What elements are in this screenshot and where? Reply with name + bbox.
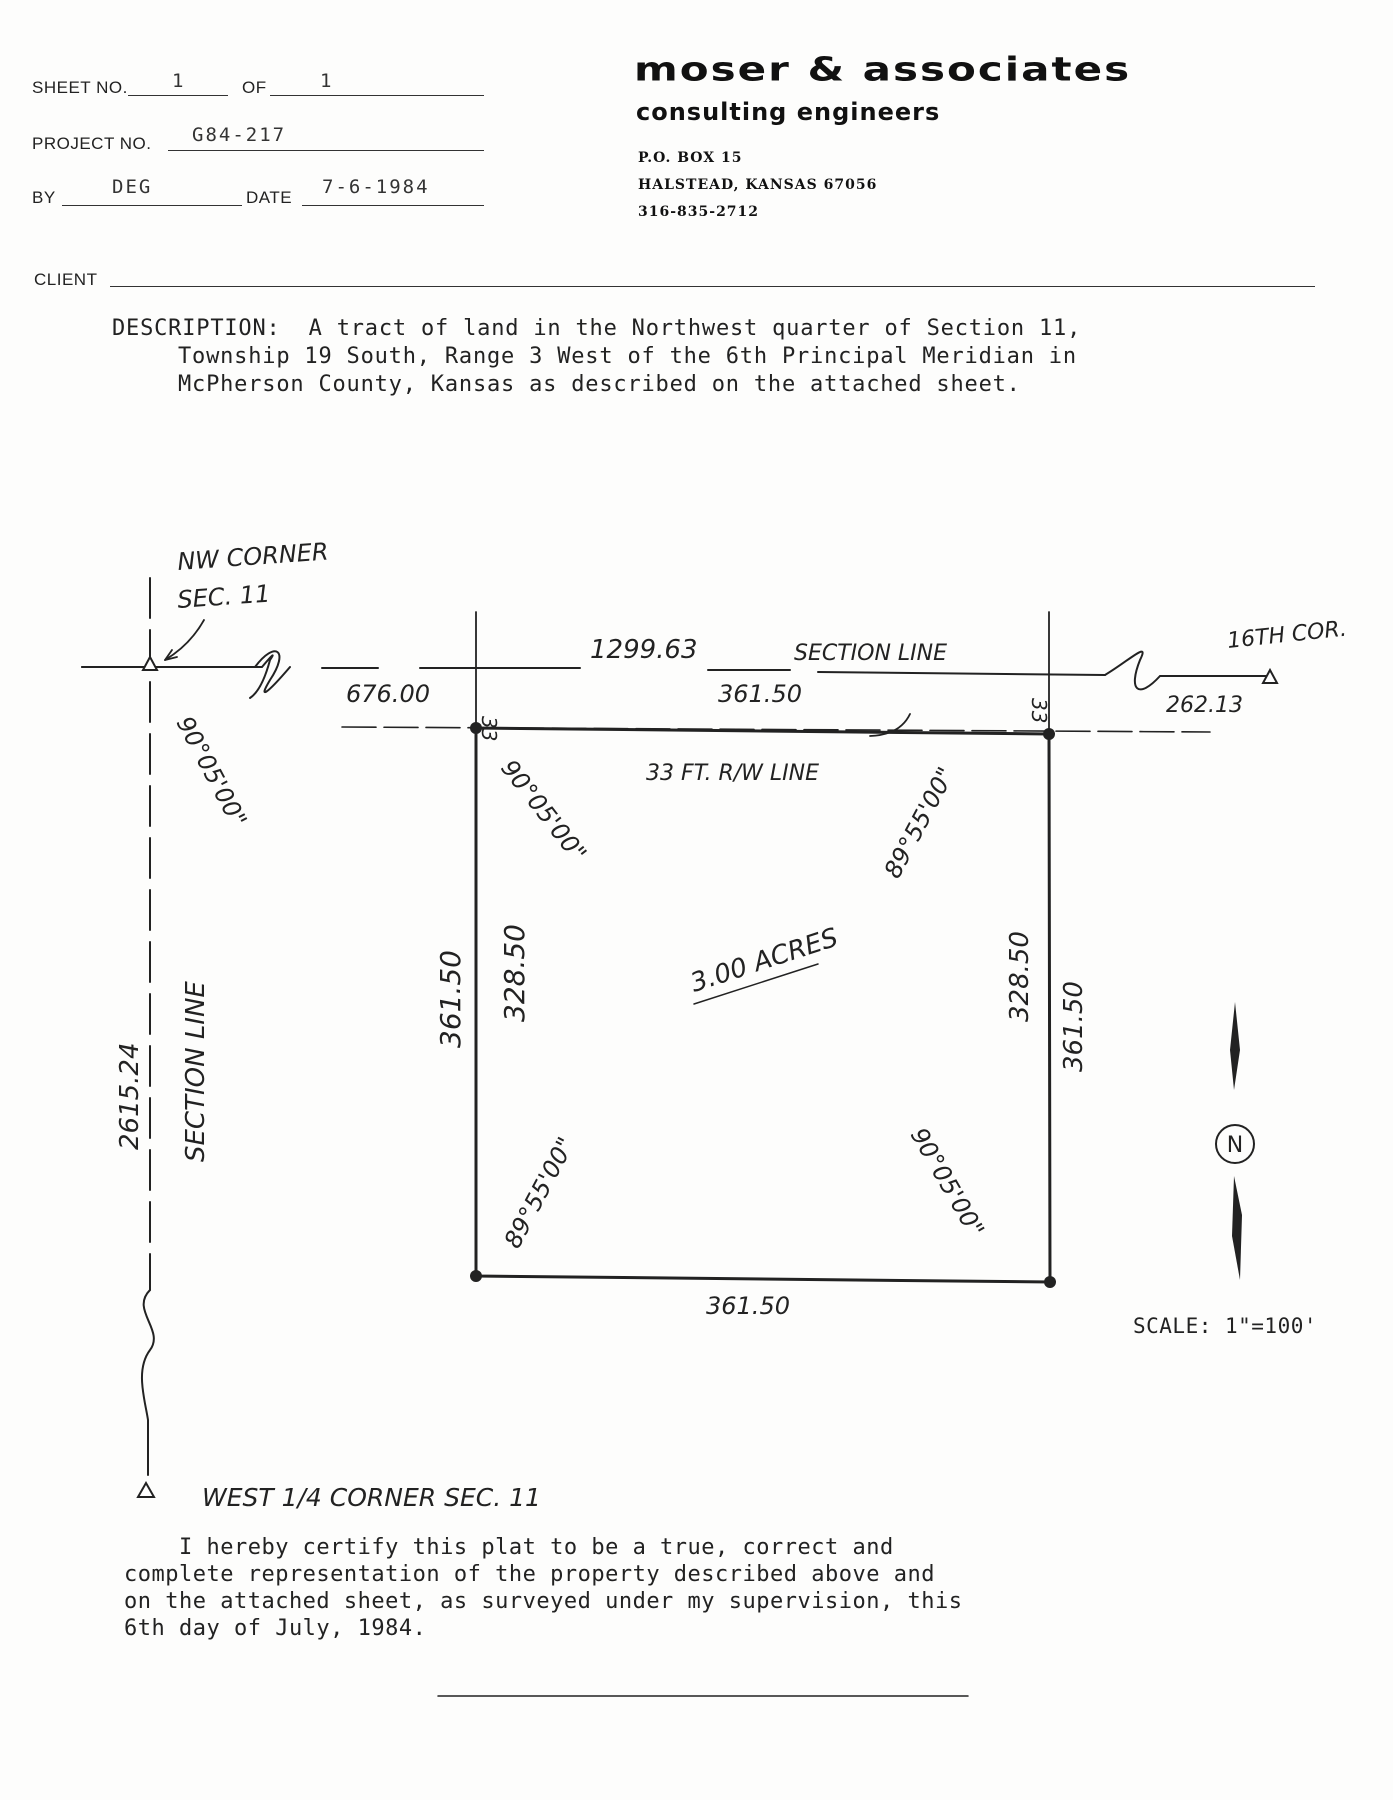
section-line-top-segment-1 — [82, 655, 273, 698]
nw-corner-label: NW CORNER — [176, 537, 330, 576]
section-line-break-right — [1105, 652, 1270, 690]
of-label: OF — [242, 78, 267, 97]
certification-line-1: I hereby certify this plat to be a true, correct and — [124, 1535, 894, 1560]
company-phone: 316-835-2712 — [638, 204, 760, 220]
certification-line-4: 6th day of July, 1984. — [124, 1616, 427, 1641]
west-quarter-corner-label: WEST 1/4 CORNER SEC. 11 — [202, 1483, 541, 1512]
sheet-no-value: 1 — [172, 70, 186, 92]
certification-line-2: complete representation of the property described above and — [124, 1562, 935, 1587]
nw-corner-leader — [165, 620, 204, 660]
certification-line-3: on the attached sheet, as surveyed under my supervision, this — [124, 1589, 963, 1614]
angle-nw-tract: 90°05'00" — [495, 754, 592, 868]
company-name: moser & associates — [634, 50, 1132, 89]
sixteenth-corner-label: 16TH COR. — [1226, 616, 1348, 654]
of-value: 1 — [320, 70, 334, 92]
distance-361-50-top: 361.50 — [718, 680, 802, 708]
distance-33-right: 33 — [1027, 698, 1051, 724]
project-no-label: PROJECT NO. — [32, 134, 152, 153]
angle-se-tract: 90°05'00" — [904, 1123, 990, 1243]
by-value: DEG — [112, 176, 153, 198]
company-address-2: HALSTEAD, KANSAS 67056 — [638, 177, 878, 193]
description-line-3: McPherson County, Kansas as described on the attached sheet. — [178, 372, 1021, 397]
corner-dot-se — [1044, 1276, 1056, 1288]
date-value: 7-6-1984 — [322, 176, 430, 198]
client-label: CLIENT — [34, 270, 98, 289]
distance-328-50-right: 328.50 — [1005, 931, 1035, 1022]
description-line-2: Township 19 South, Range 3 West of the 6th Principal Meridian in — [178, 344, 1077, 369]
distance-33-left: 33 — [477, 716, 501, 742]
date-label: DATE — [246, 188, 293, 207]
north-arrow-upper — [1230, 1002, 1240, 1090]
distance-361-50-left: 361.50 — [434, 950, 467, 1048]
company-address-1: P.O. BOX 15 — [638, 150, 743, 166]
description-line-1: DESCRIPTION: A tract of land in the Northwest quarter of Section 11, — [112, 316, 1082, 341]
section-line-west-break — [142, 1290, 154, 1475]
company-subtitle: consulting engineers — [636, 98, 941, 126]
nw-corner-section: SEC. 11 — [176, 579, 272, 614]
distance-328-50-left: 328.50 — [498, 924, 531, 1022]
distance-361-50-bottom: 361.50 — [706, 1292, 790, 1320]
corner-dot-ne — [1043, 728, 1055, 740]
angle-west-section: 90°05'00" — [170, 711, 253, 832]
nw-corner-arrowhead — [165, 650, 177, 660]
distance-676-00: 676.00 — [346, 680, 430, 708]
nw-corner-triangle — [143, 657, 157, 670]
project-no-value: G84-217 — [192, 124, 287, 146]
scale-label: SCALE: 1"=100' — [1133, 1314, 1318, 1338]
angle-sw-tract: 89°55'00" — [498, 1132, 581, 1253]
west-quarter-triangle — [138, 1483, 154, 1497]
north-arrow — [1216, 1002, 1254, 1280]
north-letter: N — [1226, 1133, 1244, 1158]
distance-262-13: 262.13 — [1166, 693, 1243, 718]
rw-line-label: 33 FT. R/W LINE — [646, 761, 820, 786]
section-line-west-label: SECTION LINE — [181, 981, 211, 1162]
distance-2615-24: 2615.24 — [115, 1042, 145, 1150]
distance-361-50-right: 361.50 — [1059, 981, 1089, 1072]
angle-ne-tract: 89°55'00" — [878, 762, 961, 883]
sheet-no-label: SHEET NO. — [32, 78, 128, 97]
section-line-top-label: SECTION LINE — [794, 641, 948, 666]
corner-dot-sw — [470, 1270, 482, 1282]
by-label: BY — [32, 188, 56, 207]
section-line-dash-4 — [818, 672, 1105, 675]
north-arrow-lower — [1232, 1176, 1242, 1280]
distance-1299-63: 1299.63 — [590, 635, 698, 665]
acreage-label: 3.00 ACRES — [686, 922, 842, 999]
